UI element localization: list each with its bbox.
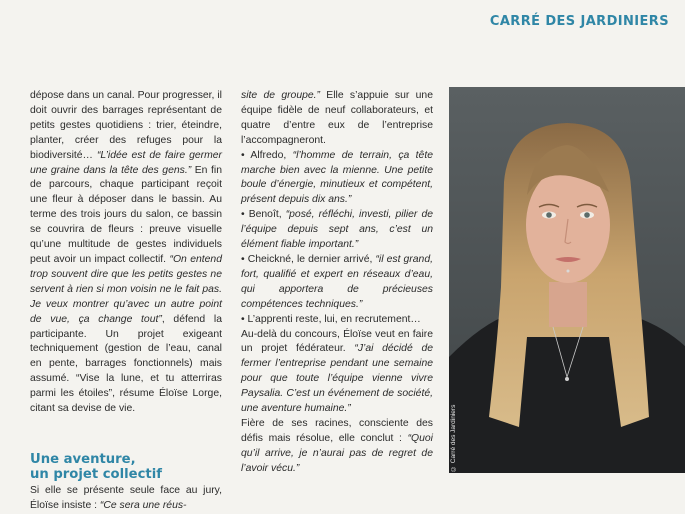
neck <box>549 282 587 327</box>
quote-run: site de groupe.” <box>241 90 321 101</box>
text-run: dépose dans un canal. Pour progresser, il doit ouvrir des barrages représentant de petits gestes quotidiens : trier, éteindre, planter, créer des refuges pour la biodiversité… <box>30 90 222 161</box>
text-run: Elle s’appuie sur une équipe fidèle de neuf collaborateurs, et quatre d’entre eux de l’entreprise l’accompagneront. <box>241 90 433 146</box>
paragraph-2 <box>30 484 222 514</box>
text-run: Fière de ses racines, consciente des défis mais résolue, elle conclut : <box>241 417 433 444</box>
section-heading-line-1: Une aventure, <box>30 451 136 467</box>
quote-run: “J’ai décidé de fermer l’entreprise pendant une semaine pour que toute l’équipe vienne vivre Paysalia. C’est un événement de société, une aventure humaine.” <box>241 343 433 415</box>
article-column-1 <box>30 89 222 514</box>
page-section-title: CARRÉ DES JARDINIERS <box>489 14 669 29</box>
text-run: En fin de parcours, chaque participant reçoit une fleur à déposer dans le bassin. Au terme des trois jours du salon, ce bassin se couvrira de fleurs : preuve visuelle qu’une multitude de gestes individuels peut avoir un impact collectif. <box>30 164 222 265</box>
pendant <box>565 377 569 381</box>
bullet-item <box>241 313 433 328</box>
bullet-item <box>241 149 433 209</box>
bullet-quote: “il est grand, fort, qualifié et expert en réseaux d’eau, qui apportera de précieuses compétences techniques.” <box>241 253 433 310</box>
text-run: , défend la participante. Un projet exigeant techniquement (gestion de l’eau, canal en pente, barrages fonctionnels) mais assumé. “Vise la lune, et tu atterriras parmi les étoiles”, résume Éloïse Lorge, citant sa devise de vie. <box>30 313 222 415</box>
article-column-2 <box>241 89 433 477</box>
bullet-name: • Benoît, <box>241 209 286 221</box>
portrait-photo <box>449 87 685 473</box>
bullet-name: • Cheickné, le dernier arrivé, <box>241 253 376 265</box>
quote-run: “Ce sera une réus- <box>99 499 187 511</box>
bullet-item <box>241 253 433 313</box>
bullet-quote: “l’homme de terrain, ça tête marche bien avec la mienne. Une petite boule d’énergie, minutieux et compétent, présent depuis dix ans.” <box>241 149 433 206</box>
right-iris <box>584 212 590 218</box>
paragraph-4 <box>241 328 433 417</box>
section-heading-line-2: un projet collectif <box>30 466 162 482</box>
quote-run: “On entend trop souvent dire que les petits gestes ne servent à rien si mon voisin ne le fait pas. Je veux montrer qu’avec un autre point de vue, ça change tout” <box>30 253 222 325</box>
paragraph-3 <box>241 89 433 149</box>
text-run: Au-delà du concours, Éloïse veut en faire un projet fédérateur. <box>241 328 433 355</box>
photo-credit: © Carré des Jardiniers <box>450 404 457 472</box>
paragraph-1 <box>30 89 222 417</box>
left-iris <box>546 212 552 218</box>
quote-run: “Quoi qu’il arrive, je n’aurai pas de regret de l’avoir vécu.” <box>241 432 433 474</box>
bullet-item <box>241 208 433 253</box>
section-heading <box>30 452 222 482</box>
piercing <box>567 270 570 273</box>
bullet-name: • Alfredo, <box>241 149 293 161</box>
bullet-name: • L’apprenti reste, lui, en recrutement… <box>241 313 421 325</box>
text-run: Si elle se présente seule face au jury, Éloïse insiste : <box>30 484 222 511</box>
quote-run: “L’idée est de faire germer une graine dans la tête des gens.” <box>30 149 222 176</box>
paragraph-5 <box>241 417 433 477</box>
bullet-quote: “posé, réfléchi, investi, pilier de l’équipe depuis sept ans, c’est un élément fiable important.” <box>241 209 434 251</box>
portrait-illustration <box>449 87 685 473</box>
